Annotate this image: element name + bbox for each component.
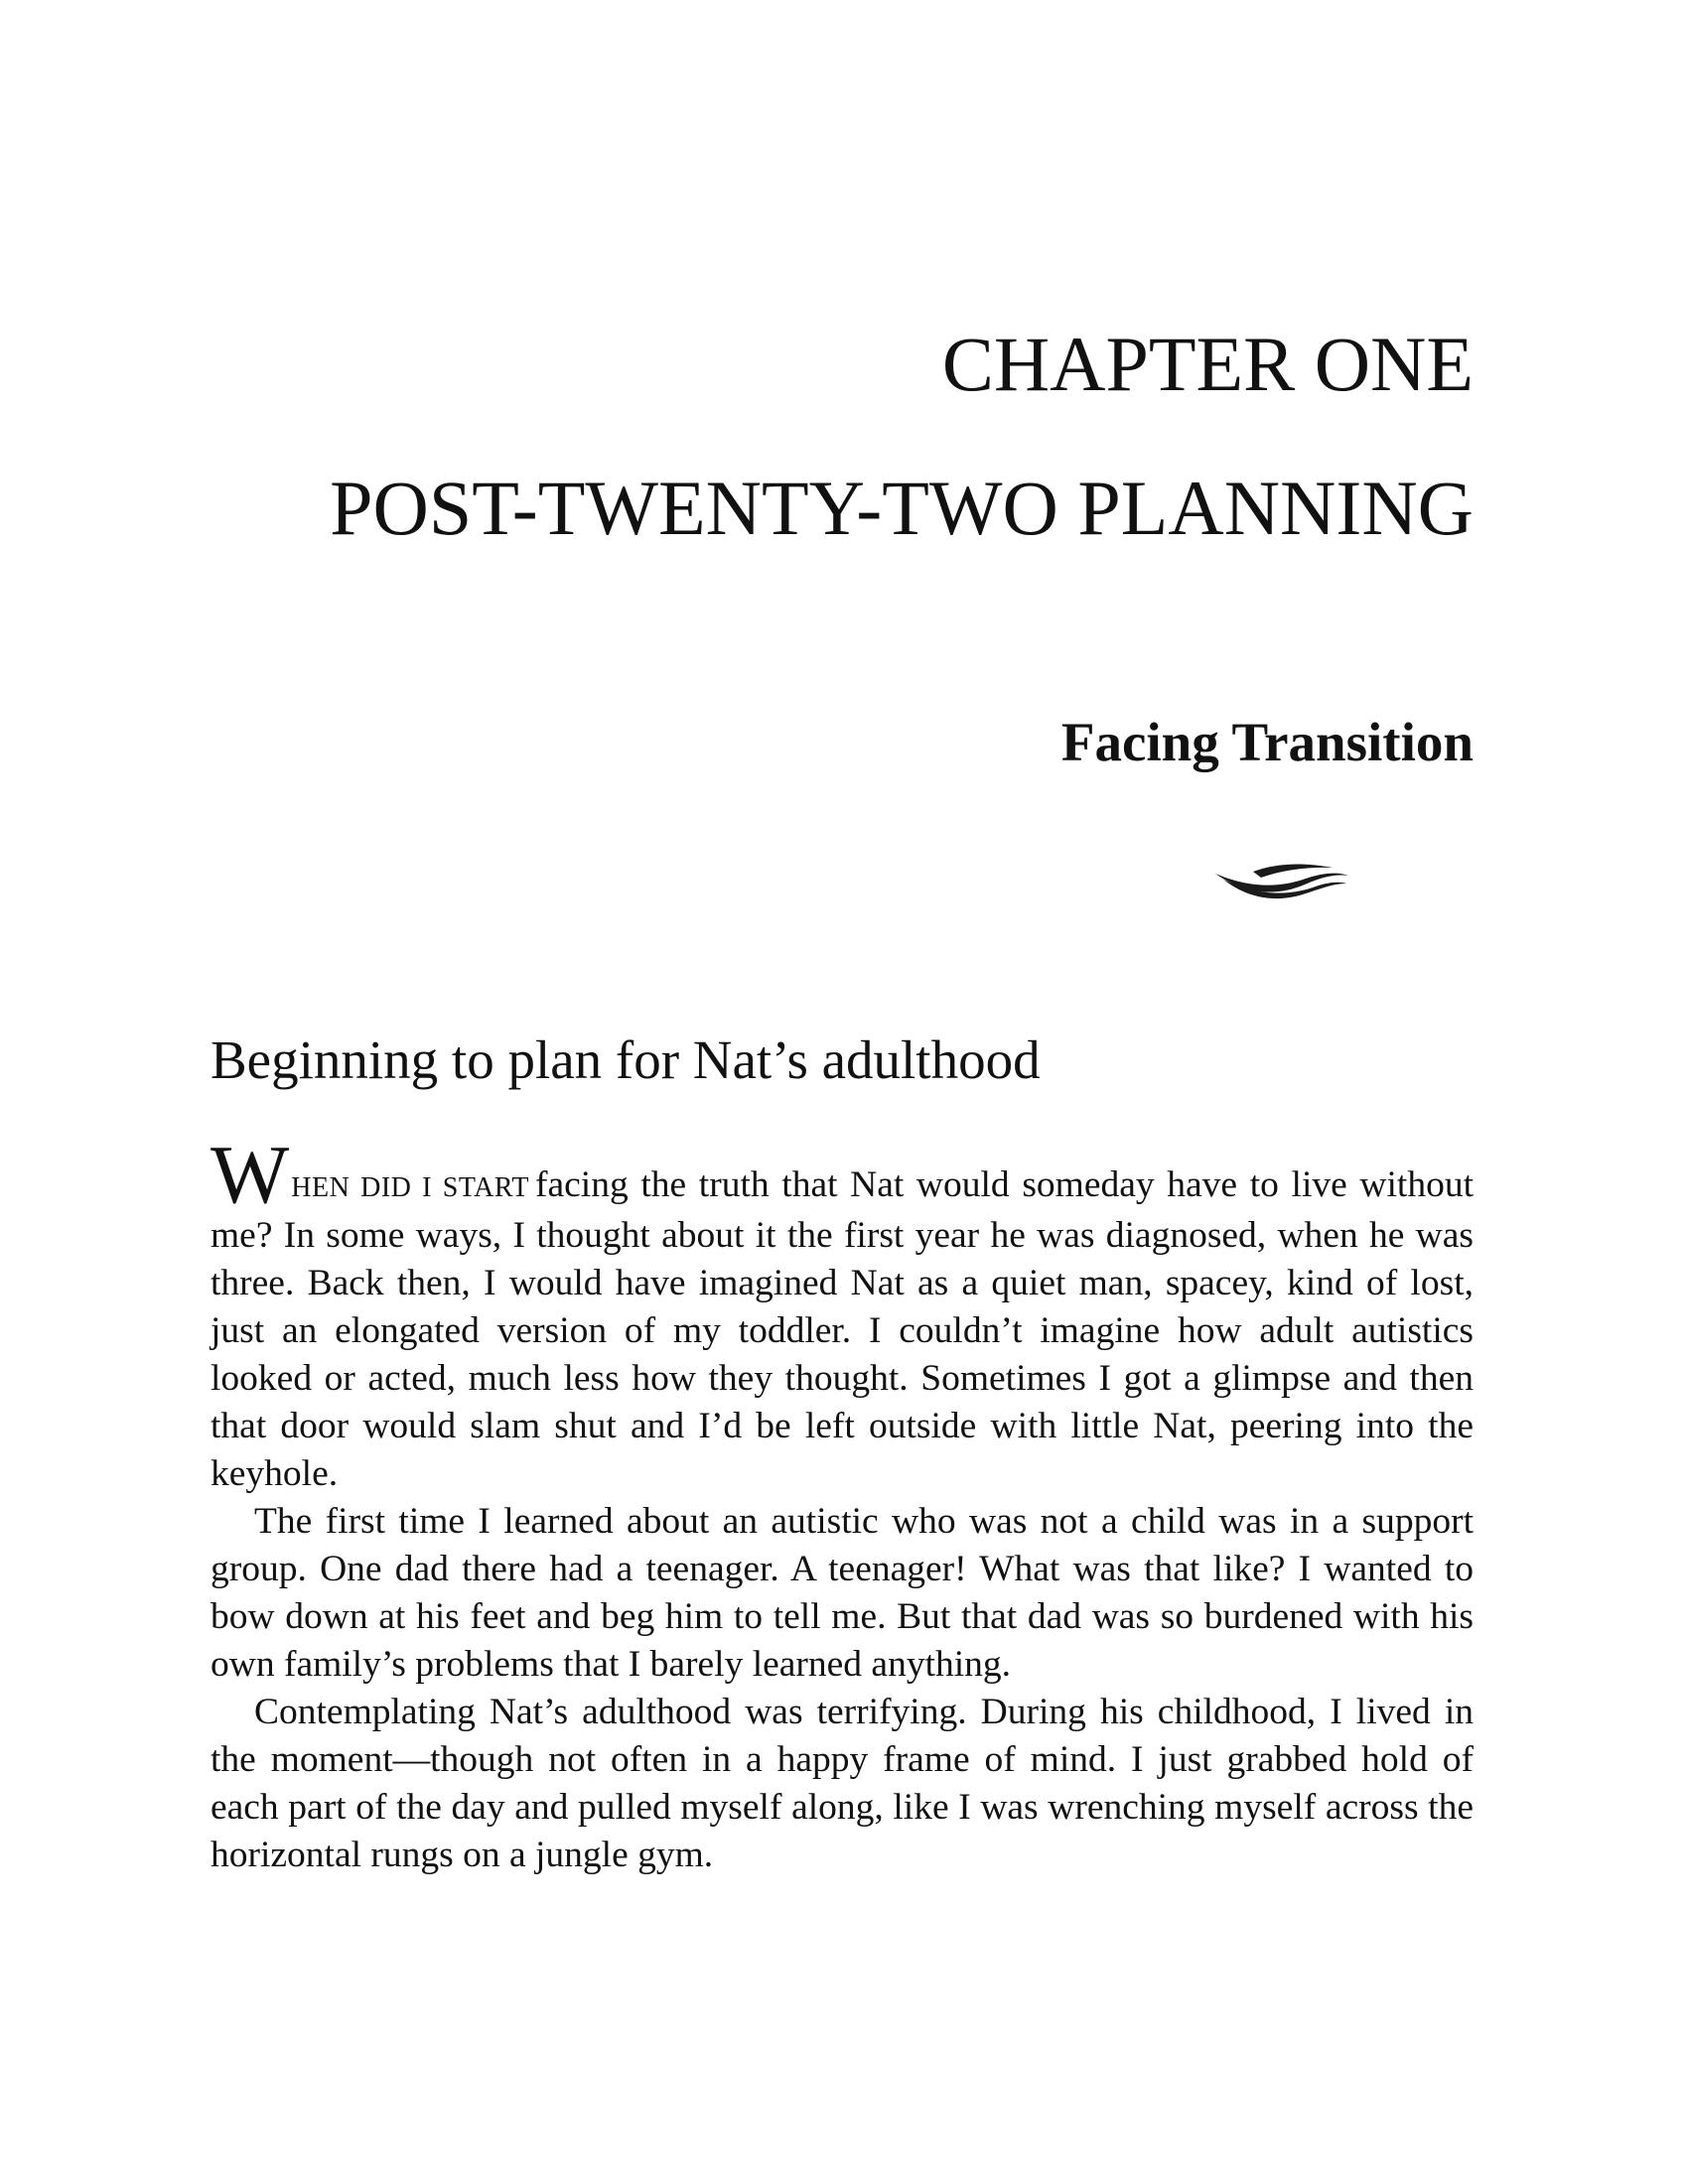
chapter-number: CHAPTER ONE [941, 321, 1474, 407]
paragraph: The first time I learned about an autistic who was not a child was in a support group. One dad there had a teenager. A teenager! What was that like? I wanted to bow down at his feet and beg him to tell me. But that dad was so burdened with his own family’s problems that I barely learned anything. [211, 1501, 1474, 1685]
subheading: Beginning to plan for Nat’s adulthood [211, 1029, 1041, 1090]
small-caps-lead-in: HEN DID I START [291, 1172, 529, 1203]
chapter-title: POST-TWENTY-TWO PLANNING [330, 465, 1474, 551]
body-text [211, 1129, 1474, 1879]
paragraph: Contemplating Nat’s adulthood was terrifying. During his childhood, I lived in the moment—though not often in a happy frame of mind. I just grabbed hold of each part of the day and pulled myself along, like I was wrenching myself across the horizontal rungs on a jungle gym. [211, 1692, 1474, 1875]
section-title: Facing Transition [1060, 712, 1474, 772]
paragraph-text: facing the truth that Nat would someday have to live without me? In some ways, I thought about it the first year he was diagnosed, when he was three. Back then, I would have imagined Nat as a quiet man, spacey, kind of lost, just an elongated version of my toddler. I couldn’t imagine how adult autistics looked or acted, much less how they thought. Sometimes I got a glimpse and then that door would slam shut and I’d be left outside with little Nat, peering into the keyhole. [211, 1164, 1474, 1494]
paragraph [211, 1129, 1474, 1498]
swash-ornament-icon [1213, 860, 1350, 903]
drop-cap: W [211, 1129, 290, 1221]
